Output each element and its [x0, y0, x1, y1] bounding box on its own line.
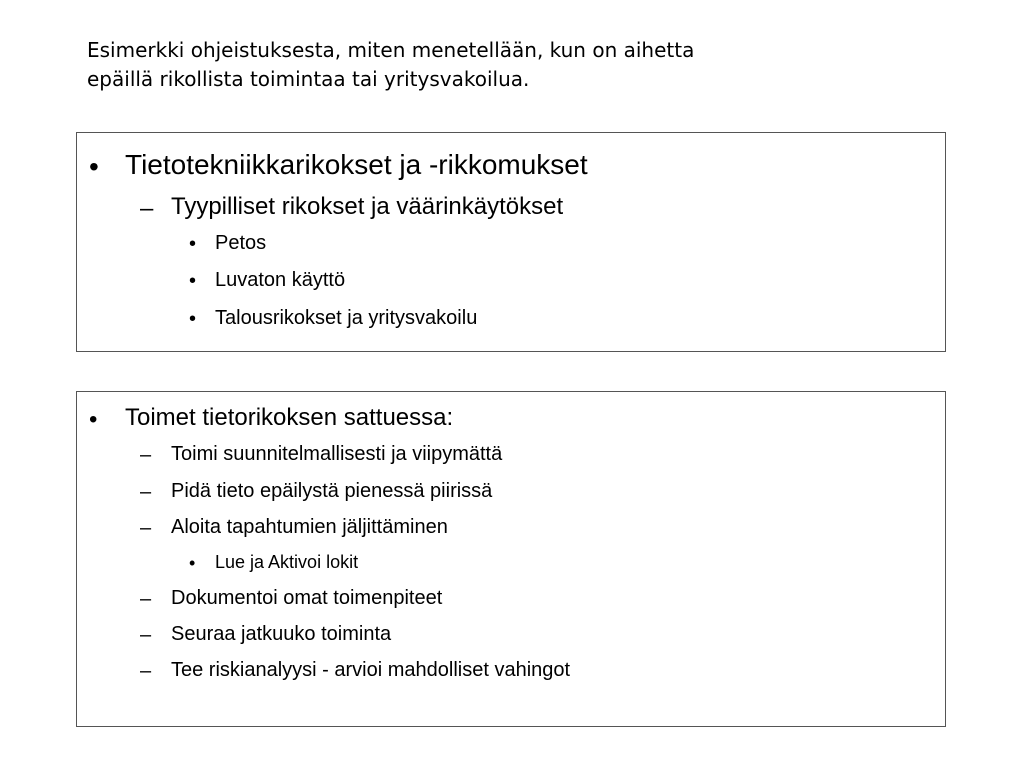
- dash-marker: –: [140, 481, 152, 503]
- bullet-marker: •: [189, 233, 197, 255]
- bullet-marker: •: [89, 406, 98, 433]
- crime-types-subheading: Tyypilliset rikokset ja väärinkäytökset: [171, 193, 564, 220]
- action-step: Dokumentoi omat toimenpiteet: [171, 587, 443, 609]
- incident-actions-box: [76, 391, 946, 727]
- bullet-marker: •: [89, 151, 99, 182]
- list-item: Talousrikokset ja yritysvakoilu: [215, 307, 478, 329]
- intro-line-1: Esimerkki ohjeistuksesta, miten menetellään, kun on aihetta: [87, 38, 695, 62]
- dash-marker: –: [140, 444, 152, 466]
- dash-marker: –: [140, 624, 152, 646]
- dash-marker: –: [140, 517, 152, 539]
- crime-types-box: [76, 132, 946, 352]
- bullet-marker: •: [189, 553, 196, 573]
- action-step: Toimi suunnitelmallisesti ja viipymättä: [171, 443, 503, 465]
- incident-actions-heading: Toimet tietorikoksen sattuessa:: [125, 404, 454, 431]
- crime-types-heading: Tietotekniikkarikokset ja -rikkomukset: [125, 149, 588, 180]
- list-item: Luvaton käyttö: [215, 269, 346, 291]
- list-item: Petos: [215, 232, 267, 254]
- dash-marker: –: [140, 588, 152, 610]
- intro-text: [87, 36, 967, 94]
- action-substep: Lue ja Aktivoi lokit: [215, 552, 359, 572]
- action-step: Pidä tieto epäilystä pienessä piirissä: [171, 480, 493, 502]
- action-step: Seuraa jatkuuko toiminta: [171, 623, 392, 645]
- action-step: Tee riskianalyysi - arvioi mahdolliset vahingot: [171, 659, 571, 681]
- bullet-marker: •: [189, 270, 197, 292]
- dash-marker: –: [140, 195, 154, 222]
- bullet-marker: •: [189, 308, 197, 330]
- action-step: Aloita tapahtumien jäljittäminen: [171, 516, 448, 538]
- intro-line-2: epäillä rikollista toimintaa tai yritysvakoilua.: [87, 67, 530, 91]
- dash-marker: –: [140, 660, 152, 682]
